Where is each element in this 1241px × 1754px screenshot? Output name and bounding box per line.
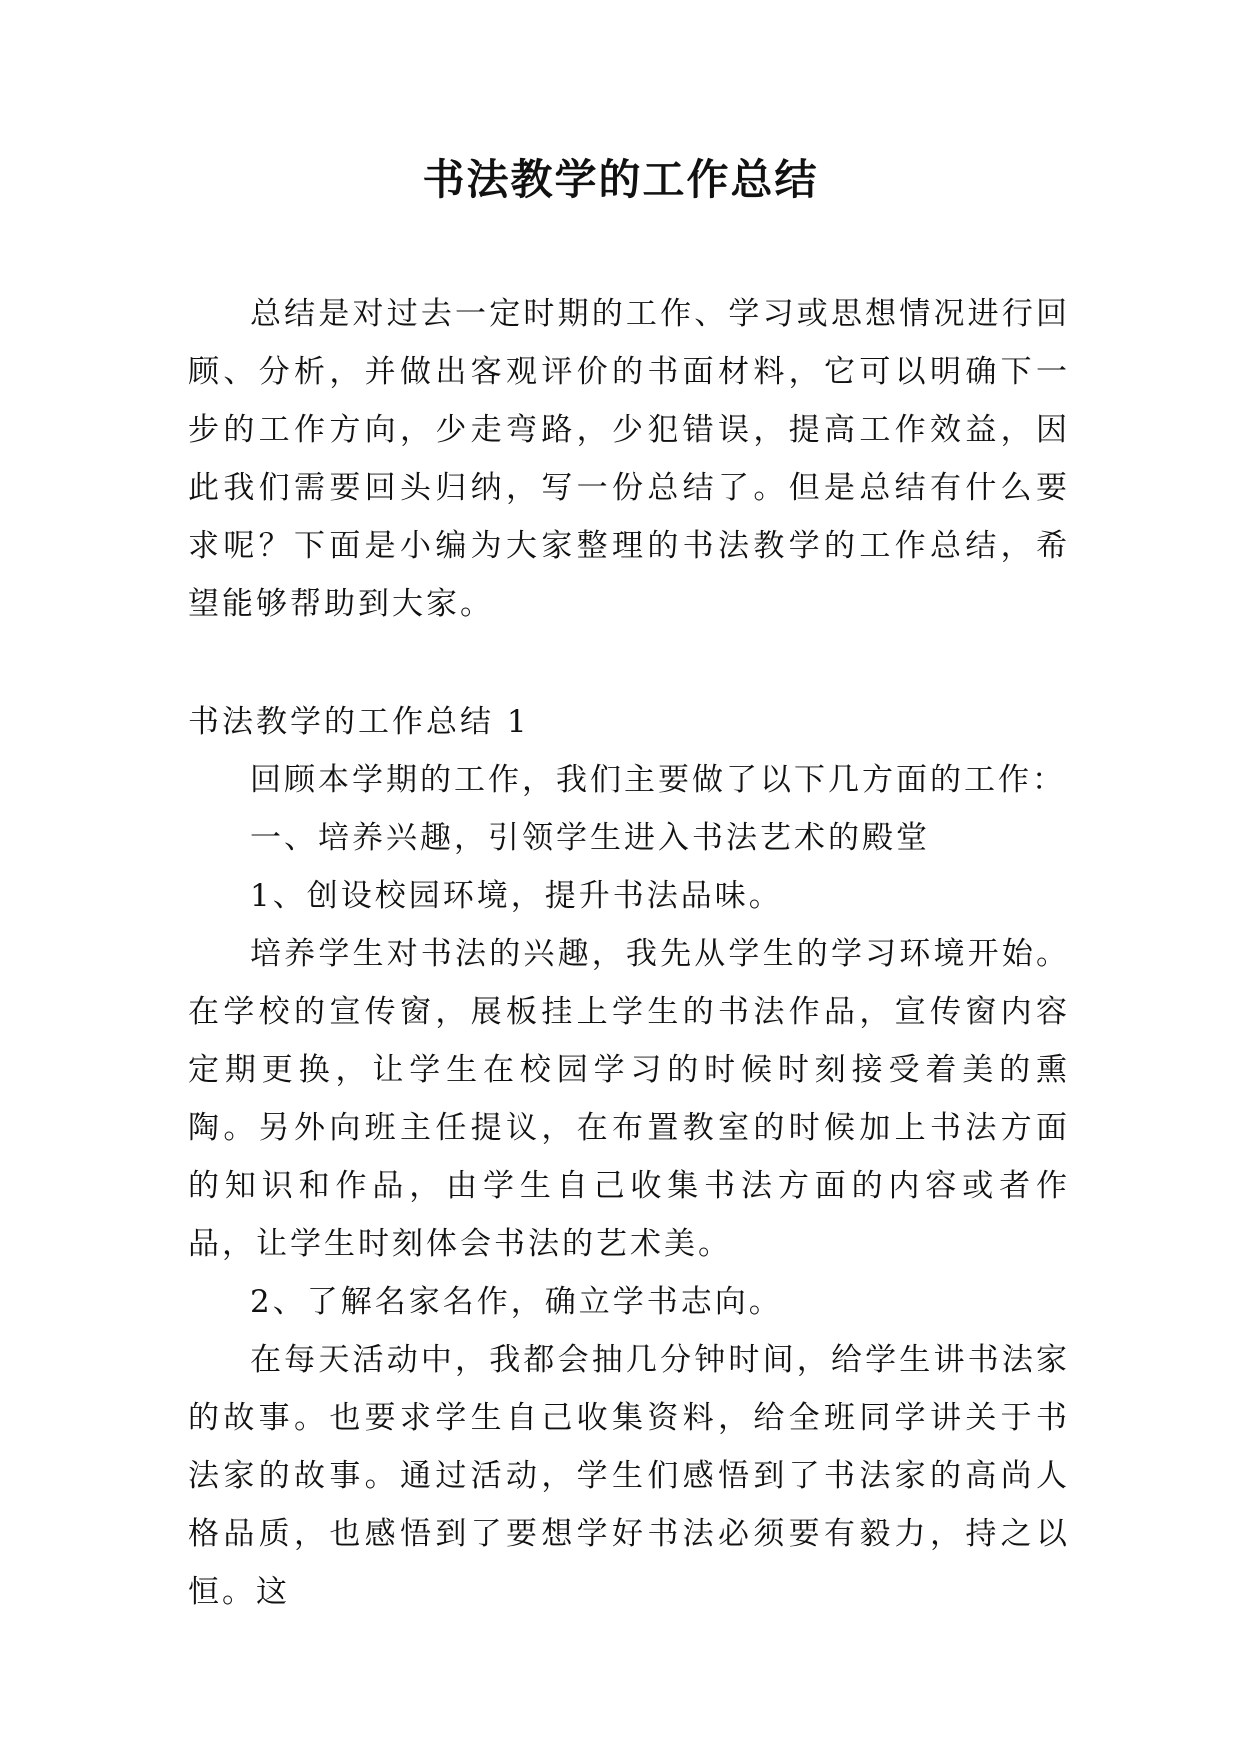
- document-body: [188, 285, 1070, 1621]
- body-paragraph: 培养学生对书法的兴趣，我先从学生的学习环境开始。在学校的宣传窗，展板挂上学生的书法作品，宣传窗内容定期更换，让学生在校园学习的时候时刻接受着美的熏陶。另外向班主任提议，在布置教室的时候加上书法方面的知识和作品，由学生自己收集书法方面的内容或者作品，让学生时刻体会书法的艺术美。: [188, 936, 1070, 1262]
- body-paragraph: 一、培养兴趣，引领学生进入书法艺术的殿堂: [250, 820, 930, 856]
- document-title: 书法教学的工作总结: [422, 155, 819, 204]
- paragraph-gap: [188, 633, 1070, 693]
- body-paragraph: 1、创设校园环境，提升书法品味。: [250, 878, 783, 914]
- body-paragraph: 2、了解名家名作，确立学书志向。: [250, 1284, 783, 1320]
- intro-paragraph: 总结是对过去一定时期的工作、学习或思想情况进行回顾、分析，并做出客观评价的书面材料，它可以明确下一步的工作方向，少走弯路，少犯错误，提高工作效益，因此我们需要回头归纳，写一份总结了。但是总结有什么要求呢？下面是小编为大家整理的书法教学的工作总结，希望能够帮助到大家。: [188, 296, 1070, 622]
- section-heading: 书法教学的工作总结 1: [188, 704, 530, 740]
- body-paragraph: 回顾本学期的工作，我们主要做了以下几方面的工作：: [250, 762, 1066, 798]
- body-paragraph: 在每天活动中，我都会抽几分钟时间，给学生讲书法家的故事。也要求学生自己收集资料，给全班同学讲关于书法家的故事。通过活动，学生们感悟到了书法家的高尚人格品质，也感悟到了要想学好书法必须要有毅力，持之以恒。这: [188, 1342, 1070, 1610]
